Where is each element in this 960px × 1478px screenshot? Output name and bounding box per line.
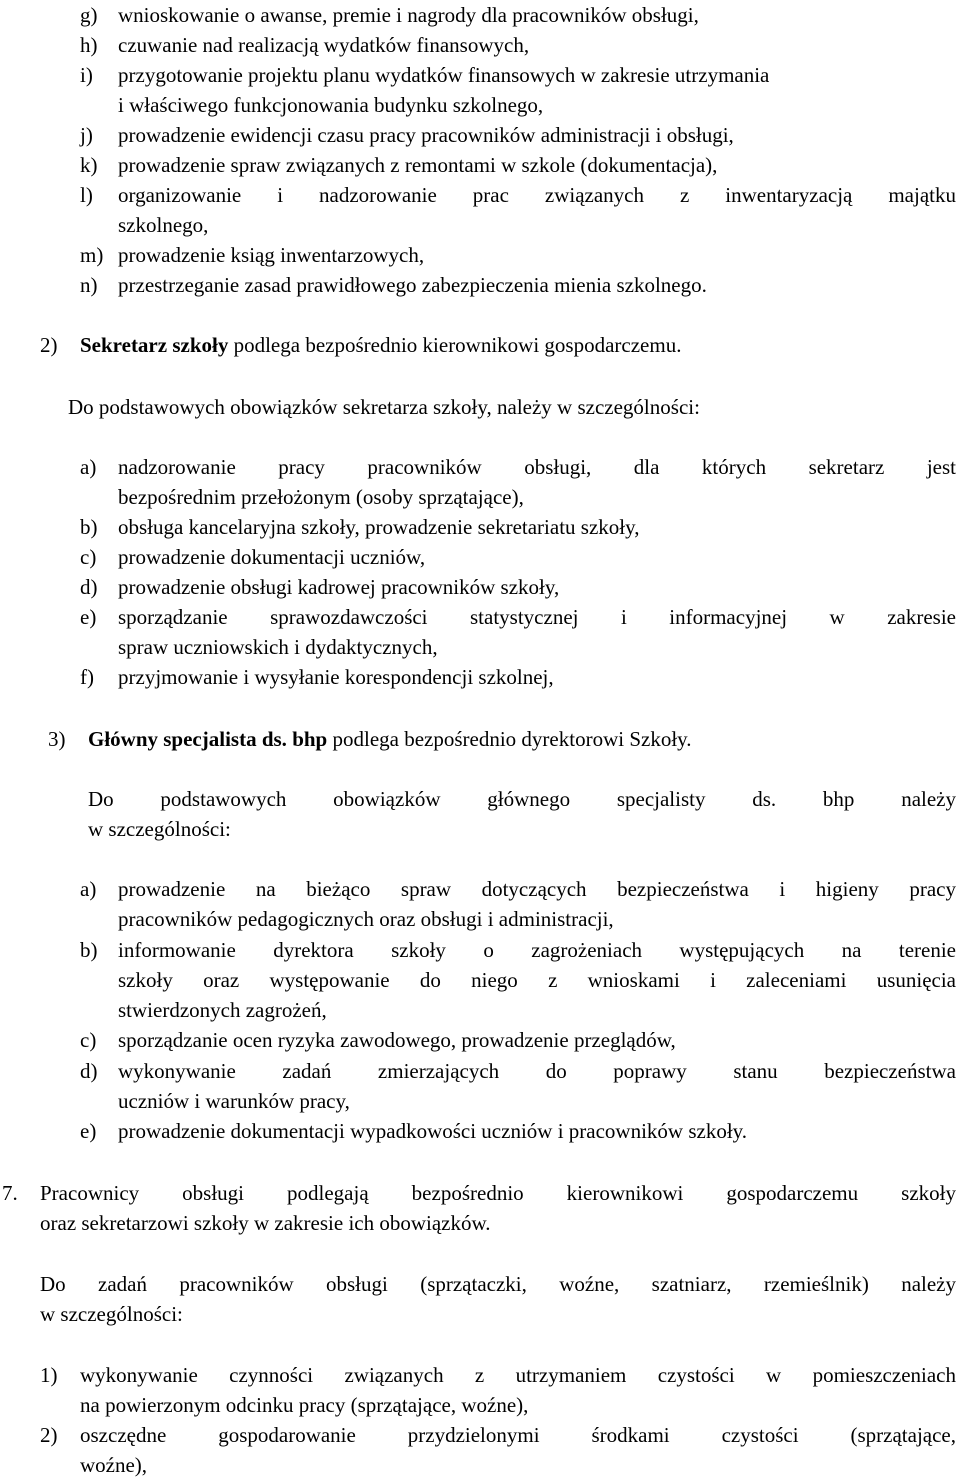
list-text: na powierzonym odcinku pracy (sprzątające, woźne), [80,1393,529,1417]
list-label: l) [80,183,93,207]
list-text: woźne), [80,1453,148,1477]
list-text: bezpośrednim przełożonym (osoby sprzątające), [118,485,524,509]
duties-intro: Do zadań pracowników obsługi (sprzątaczki, woźne, szatniarz, rzemieślnik) należy [40,1272,956,1296]
list-label: d) [80,1059,98,1083]
list-label: b) [80,515,98,539]
list-text: nadzorowanie pracy pracowników obsługi, dla których sekretarz jest [118,455,956,479]
duties-intro: w szczególności: [88,817,231,841]
list-label: n) [80,273,98,297]
role-title: Sekretarz szkoły [80,333,229,357]
role-title-abbr: bhp [292,727,328,751]
list-label: k) [80,153,98,177]
list-text: i właściwego funkcjonowania budynku szkolnego, [118,93,544,117]
list-text: wnioskowanie o awanse, premie i nagrody dla pracowników obsługi, [118,3,699,27]
list-text: szkolnego, [118,213,209,237]
duties-intro: Do podstawowych obowiązków sekretarza szkoły, należy w szczególności: [68,395,700,419]
list-text: sporządzanie sprawozdawczości statystycznej i informacyjnej w zakresie [118,605,956,629]
list-text: stwierdzonych zagrożeń, [118,998,327,1022]
role-title: Główny specjalista ds. [88,727,287,751]
section-heading-text [80,332,681,358]
list-label: g) [80,3,98,27]
duties-intro: w szczególności: [40,1302,183,1326]
section-heading-text [88,726,692,752]
list-label: h) [80,33,98,57]
section-number: 2) [40,333,58,357]
list-text: spraw uczniowskich i dydaktycznych, [118,635,438,659]
list-label: i) [80,63,93,87]
list-text: sporządzanie ocen ryzyka zawodowego, prowadzenie przeglądów, [118,1028,676,1052]
list-text: organizowanie i nadzorowanie prac związanych z inwentaryzacją majątku [118,183,956,207]
list-label: d) [80,575,98,599]
section-text: oraz sekretarzowi szkoły w zakresie ich obowiązków. [40,1211,491,1235]
list-label: j) [80,123,93,147]
list-label: e) [80,1119,97,1143]
list-text: prowadzenie dokumentacji wypadkowości uczniów i pracowników szkoły. [118,1119,748,1143]
list-text: czuwanie nad realizacją wydatków finansowych, [118,33,530,57]
list-label: a) [80,455,97,479]
list-label: m) [80,243,104,267]
list-label: b) [80,938,98,962]
list-label: e) [80,605,97,629]
list-text: szkoły oraz występowanie do niego z wnioskami i zaleceniami usunięcia [118,968,956,992]
duties-intro: Do podstawowych obowiązków głównego specjalisty ds. bhp należy [88,787,956,811]
list-label: c) [80,1028,97,1052]
list-text: wykonywanie zadań zmierzających do poprawy stanu bezpieczeństwa [118,1059,956,1083]
list-text: prowadzenie spraw związanych z remontami w szkole (dokumentacja), [118,153,718,177]
list-text: prowadzenie ksiąg inwentarzowych, [118,243,425,267]
heading-rest: podlega bezpośrednio dyrektorowi Szkoły. [327,727,692,751]
section-number: 7. [2,1181,18,1205]
list-text: prowadzenie na bieżąco spraw dotyczących bezpieczeństwa i higieny pracy [118,877,956,901]
list-label: a) [80,877,97,901]
list-text: prowadzenie ewidencji czasu pracy pracowników administracji i obsługi, [118,123,734,147]
heading-rest: podlega bezpośrednio kierownikowi gospodarczemu. [228,333,682,357]
list-text: przestrzeganie zasad prawidłowego zabezpieczenia mienia szkolnego. [118,273,707,297]
list-text: informowanie dyrektora szkoły o zagrożeniach występujących na terenie [118,938,956,962]
list-text: prowadzenie obsługi kadrowej pracowników szkoły, [118,575,560,599]
list-text: prowadzenie dokumentacji uczniów, [118,545,426,569]
list-text: pracowników pedagogicznych oraz obsługi i administracji, [118,907,614,931]
list-text: wykonywanie czynności związanych z utrzymaniem czystości w pomieszczeniach [80,1363,956,1387]
list-text: uczniów i warunków pracy, [118,1089,350,1113]
list-text: przygotowanie projektu planu wydatków finansowych w zakresie utrzymania [118,63,770,87]
section-number: 3) [48,727,66,751]
list-label: c) [80,545,97,569]
list-label: f) [80,665,94,689]
list-text: oszczędne gospodarowanie przydzielonymi środkami czystości (sprzątające, [80,1423,956,1447]
list-label: 2) [40,1423,58,1447]
list-text: obsługa kancelaryjna szkoły, prowadzenie sekretariatu szkoły, [118,515,640,539]
list-label: 1) [40,1363,58,1387]
list-text: przyjmowanie i wysyłanie korespondencji szkolnej, [118,665,554,689]
section-text: Pracownicy obsługi podlegają bezpośrednio kierownikowi gospodarczemu szkoły [40,1181,956,1205]
